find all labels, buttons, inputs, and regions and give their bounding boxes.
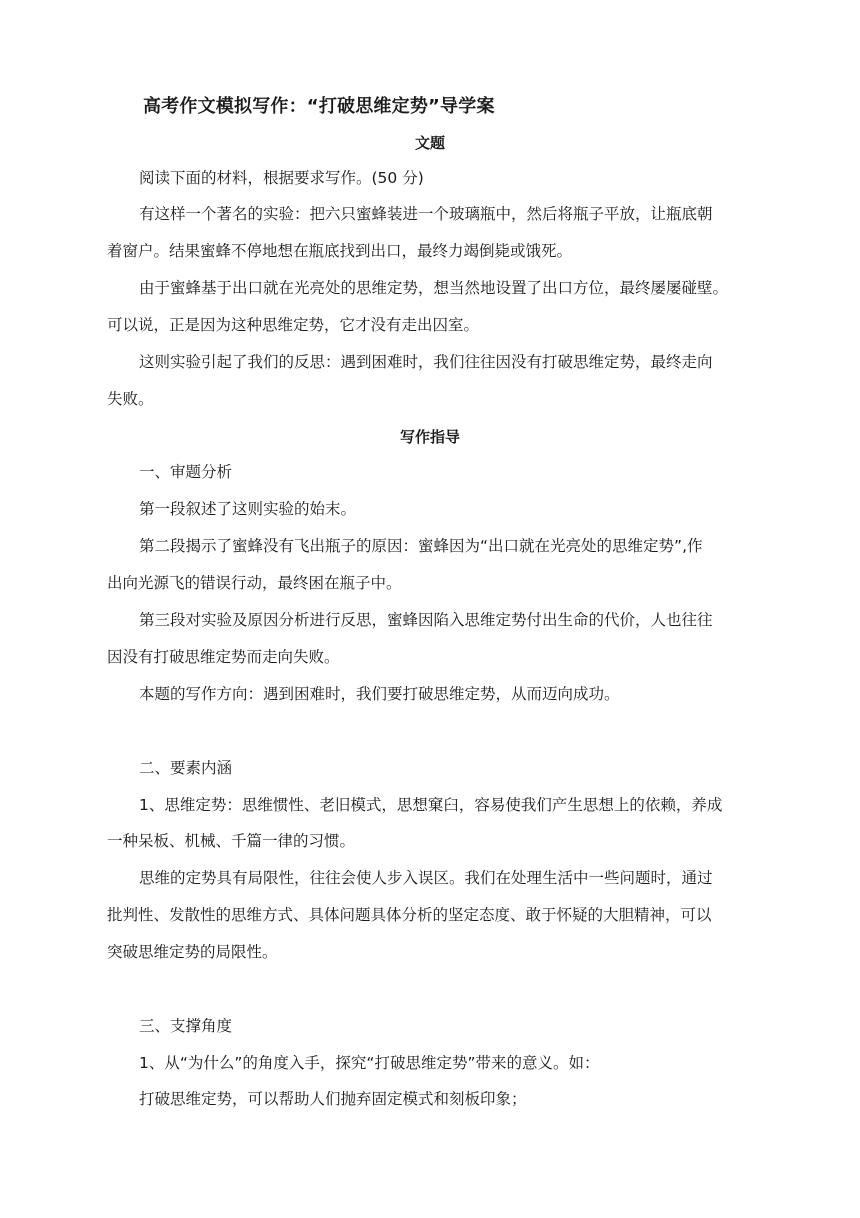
paragraph-line: 1、思维定势：思维惯性、老旧模式，思想窠臼，容易使我们产生思想上的依赖，养成 — [139, 796, 723, 814]
paragraph-line: 突破思维定势的局限性。 — [107, 943, 278, 961]
paragraph-line: 一种呆板、机械、千篇一律的习惯。 — [107, 832, 356, 850]
paragraph-line: 由于蜜蜂基于出口就在光亮处的思维定势，想当然地设置了出口方位，最终屡屡碰壁。 — [139, 279, 729, 297]
paragraph-line: 阅读下面的材料，根据要求写作。(50 分) — [139, 169, 424, 187]
paragraph-line: 因没有打破思维定势而走向失败。 — [107, 648, 340, 666]
paragraph-line: 失败。 — [107, 390, 154, 408]
paragraph-line: 1、从“为什么”的角度入手，探究“打破思维定势”带来的意义。如： — [139, 1054, 600, 1072]
section-heading-guide: 写作指导 — [399, 428, 460, 446]
section-heading-prompt: 文题 — [414, 134, 445, 152]
paragraph-line: 第一段叙述了这则实验的始末。 — [139, 500, 357, 518]
paragraph-line: 第二段揭示了蜜蜂没有飞出瓶子的原因：蜜蜂因为“出口就在光亮处的思维定势”,作 — [139, 537, 703, 555]
paragraph-line: 有这样一个著名的实验：把六只蜜蜂装进一个玻璃瓶中，然后将瓶子平放，让瓶底朝 — [139, 205, 713, 223]
paragraph-line: 本题的写作方向：遇到困难时，我们要打破思维定势，从而迈向成功。 — [139, 685, 620, 703]
subheading-angles: 三、支撑角度 — [139, 1017, 233, 1035]
paragraph-line: 批判性、发散性的思维方式、具体问题具体分析的坚定态度、敢于怀疑的大胆精神，可以 — [107, 906, 712, 924]
paragraph-line: 思维的定势具有局限性，往往会使人步入误区。我们在处理生活中一些问题时，通过 — [139, 869, 713, 887]
paragraph-line: 这则实验引起了我们的反思：遇到困难时，我们往往因没有打破思维定势，最终走向 — [139, 353, 713, 371]
paragraph-line: 出向光源飞的错误行动，最终困在瓶子中。 — [107, 574, 402, 592]
paragraph-line: 打破思维定势，可以帮助人们抛弃固定模式和刻板印象； — [139, 1090, 527, 1108]
paragraph-line: 第三段对实验及原因分析进行反思，蜜蜂因陷入思维定势付出生命的代价，人也往往 — [139, 611, 713, 629]
paragraph-line: 着窗户。结果蜜蜂不停地想在瓶底找到出口，最终力竭倒毙或饿死。 — [107, 242, 573, 260]
subheading-elements: 二、要素内涵 — [139, 759, 233, 777]
document-title: 高考作文模拟写作：“打破思维定势”导学案 — [143, 96, 495, 117]
paragraph-line: 可以说，正是因为这种思维定势，它才没有走出囚室。 — [107, 316, 480, 334]
subheading-analysis: 一、审题分析 — [139, 463, 233, 481]
